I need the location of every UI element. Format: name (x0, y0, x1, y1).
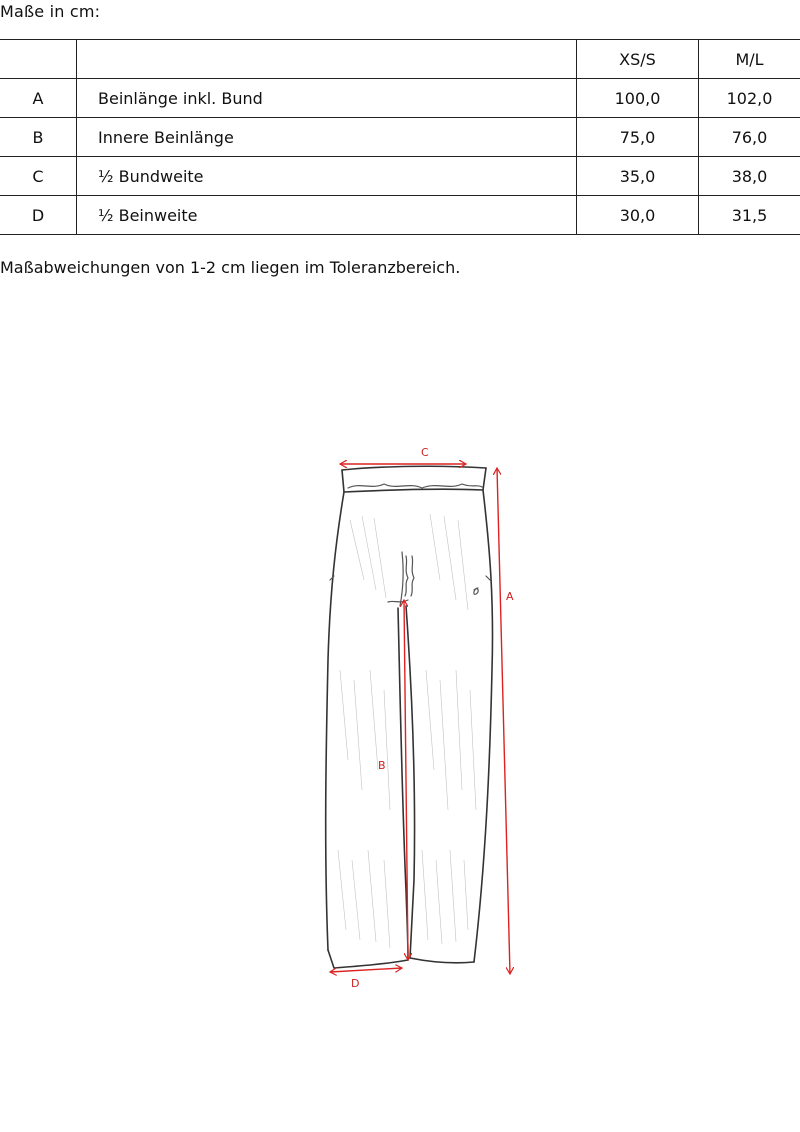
table-header-row (0, 40, 800, 79)
header-cell-size-xs-s: XS/S (577, 40, 699, 79)
row-value-xs-s: 30,0 (577, 196, 699, 235)
measure-a-label: A (506, 590, 514, 603)
row-label: Beinlänge inkl. Bund (77, 79, 577, 118)
measure-b-label: B (378, 759, 386, 772)
size-chart-heading: Maße in cm: (0, 2, 101, 21)
table-row (0, 157, 800, 196)
row-value-m-l: 38,0 (699, 157, 800, 196)
table-row (0, 79, 800, 118)
measure-d-label: D (351, 977, 360, 990)
row-value-m-l: 31,5 (699, 196, 800, 235)
trouser-sketch (290, 430, 550, 1000)
row-value-xs-s: 75,0 (577, 118, 699, 157)
row-key: C (0, 157, 77, 196)
size-table (0, 39, 800, 235)
row-key: D (0, 196, 77, 235)
row-value-m-l: 102,0 (699, 79, 800, 118)
row-value-m-l: 76,0 (699, 118, 800, 157)
header-cell-key (0, 40, 77, 79)
measure-d-arrow (330, 968, 402, 972)
measure-c-label: C (421, 446, 429, 459)
row-label: ½ Bundweite (77, 157, 577, 196)
tolerance-note: Maßabweichungen von 1-2 cm liegen im Toleranzbereich. (0, 258, 461, 277)
table-row (0, 118, 800, 157)
measure-a-arrow (497, 468, 510, 974)
row-label: ½ Beinweite (77, 196, 577, 235)
row-label: Innere Beinlänge (77, 118, 577, 157)
row-key: B (0, 118, 77, 157)
header-cell-description (77, 40, 577, 79)
row-value-xs-s: 35,0 (577, 157, 699, 196)
row-value-xs-s: 100,0 (577, 79, 699, 118)
table-row (0, 196, 800, 235)
trouser-outline (326, 466, 493, 968)
row-key: A (0, 79, 77, 118)
header-cell-size-m-l: M/L (699, 40, 800, 79)
